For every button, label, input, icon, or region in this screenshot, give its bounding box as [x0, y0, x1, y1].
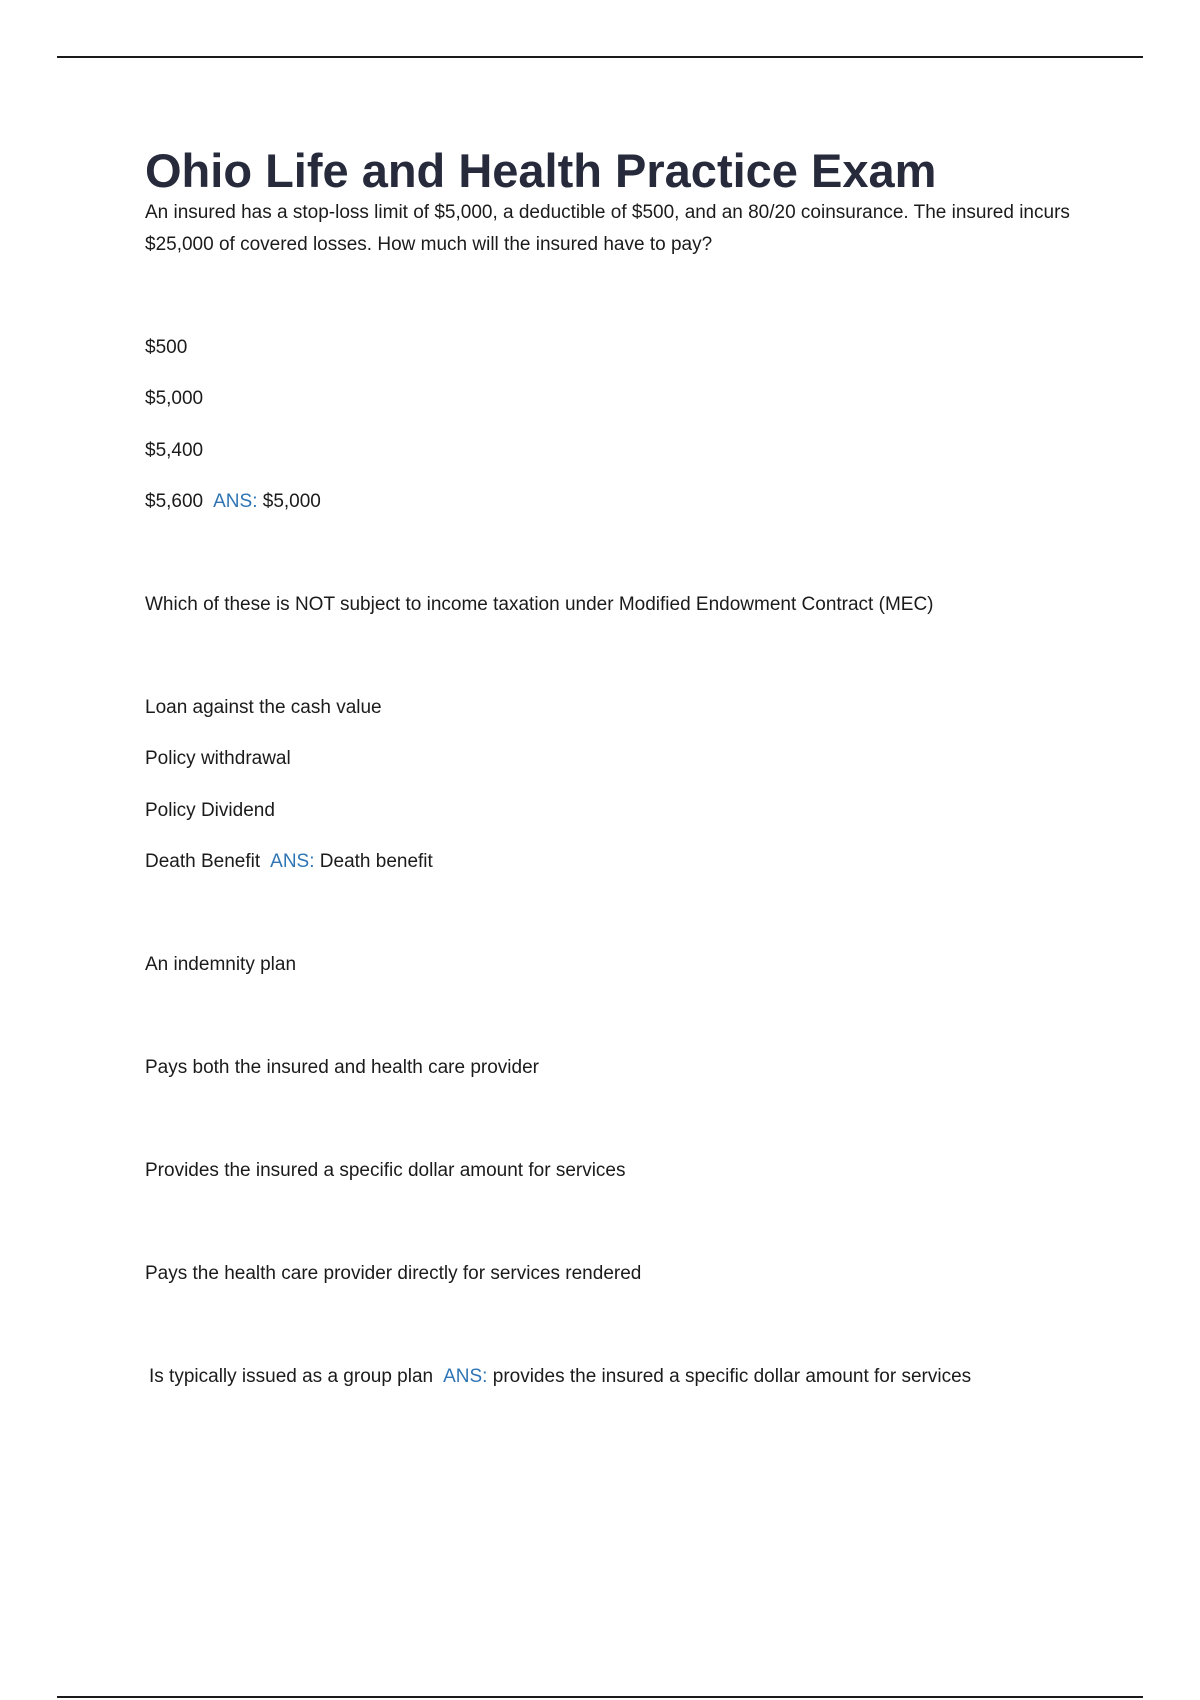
question-2-option-1: Loan against the cash value [145, 697, 382, 718]
question-3-option-3: Pays the health care provider directly for services rendered [145, 1263, 642, 1284]
question-2-text: Which of these is NOT subject to income taxation under Modified Endowment Contract (MEC) [145, 594, 934, 615]
question-2-answer: Death benefit [319, 851, 433, 872]
question-1-option-1: $500 [145, 337, 188, 358]
question-2-option-4-with-answer [145, 846, 433, 878]
question-2-option-4: Death Benefit [145, 851, 261, 872]
question-3-option-4: Is typically issued as a group plan [149, 1366, 434, 1387]
bottom-rule [57, 1696, 1143, 1698]
question-2-answer-label: ANS: [270, 851, 315, 872]
question-3-text: An indemnity plan [145, 954, 297, 975]
question-1-option-2: $5,000 [145, 388, 204, 409]
question-1-option-4: $5,600 [145, 491, 204, 512]
question-3-answer-label: ANS: [443, 1366, 488, 1387]
question-1-option-3: $5,400 [145, 440, 204, 461]
question-3-option-4-with-answer [149, 1361, 971, 1393]
top-rule [57, 56, 1143, 58]
question-1-answer-label: ANS: [213, 491, 258, 512]
question-2-option-3: Policy Dividend [145, 800, 275, 821]
question-1-text: An insured has a stop-loss limit of $5,000, a deductible of $500, and an 80/20 coinsurance. The insured incurs $25,000 of covered losses. How much will the insured have to pay? [145, 202, 1070, 255]
question-2-option-2: Policy withdrawal [145, 748, 291, 769]
question-3-option-2: Provides the insured a specific dollar amount for services [145, 1160, 626, 1181]
question-1-option-4-with-answer [145, 486, 321, 518]
question-3-option-1: Pays both the insured and health care provider [145, 1057, 539, 1078]
question-1-answer: $5,000 [262, 491, 321, 512]
question-3-answer: provides the insured a specific dollar amount for services [492, 1366, 972, 1387]
page-title: Ohio Life and Health Practice Exam [145, 144, 937, 197]
